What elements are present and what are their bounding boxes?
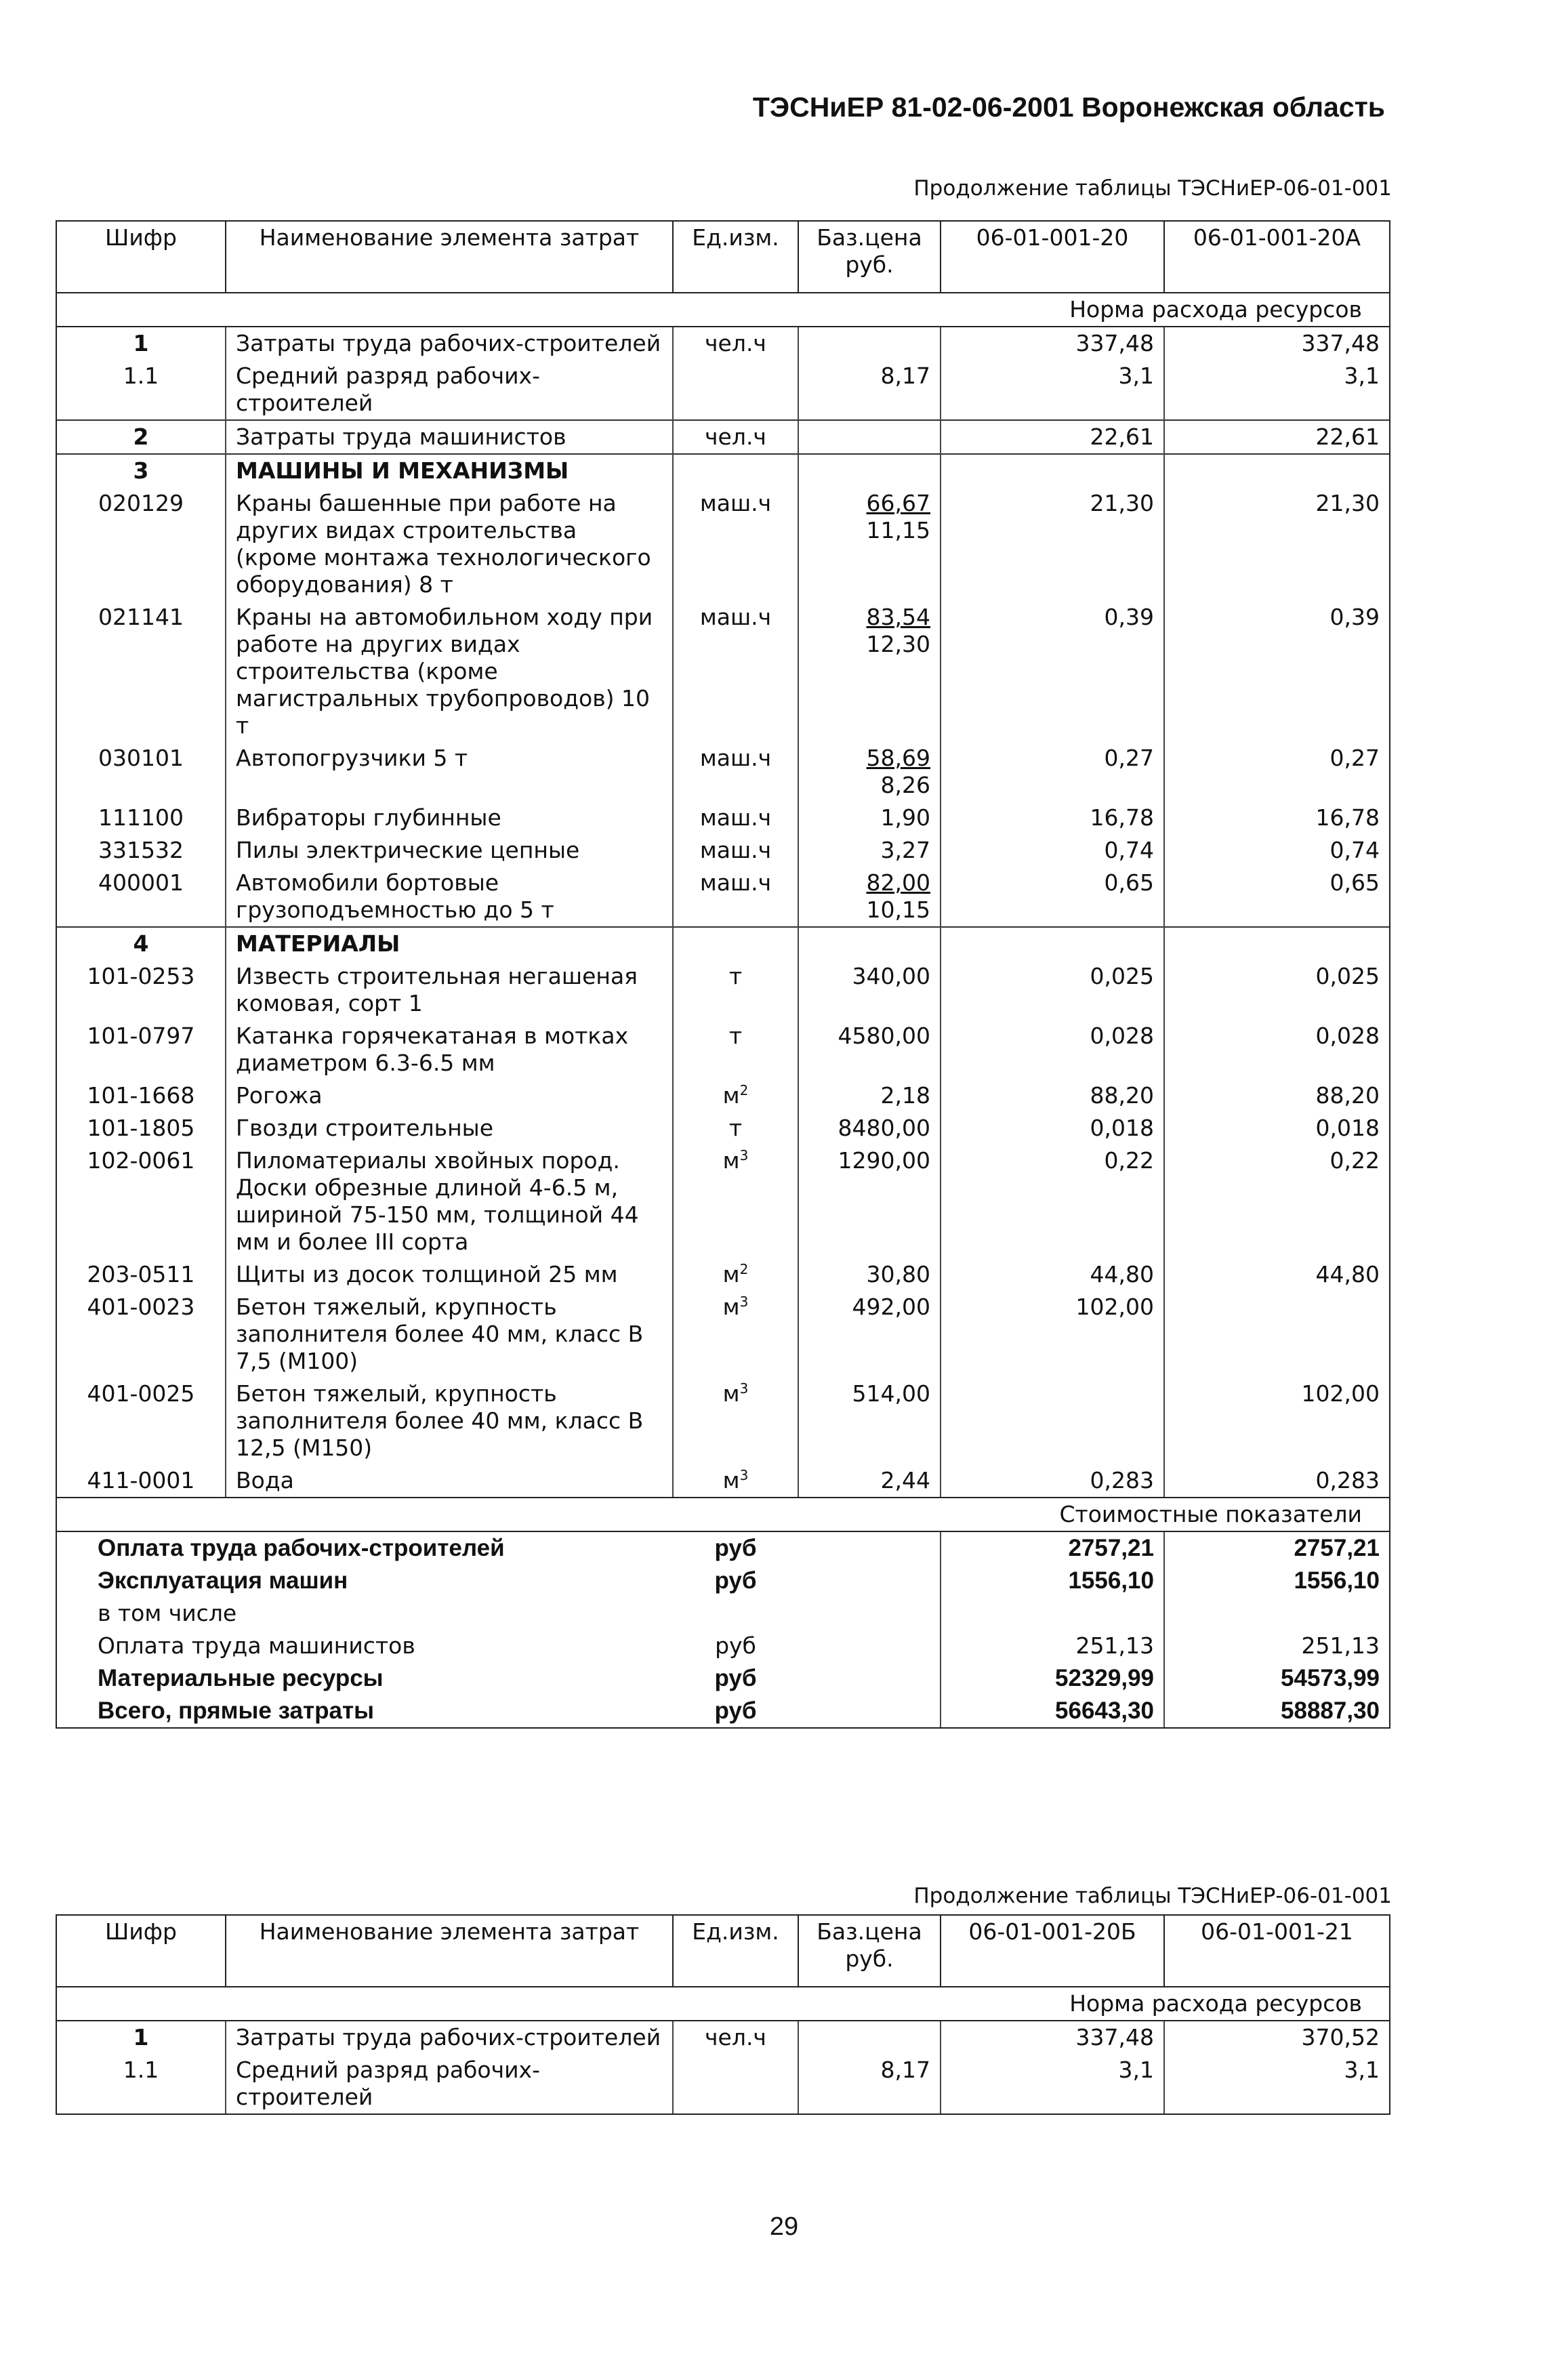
row-value-col1: 102,00 bbox=[941, 1291, 1164, 1378]
row-value-col2: 0,283 bbox=[1164, 1464, 1390, 1498]
row-unit bbox=[673, 1145, 798, 1258]
row-code: 101-1668 bbox=[56, 1079, 226, 1112]
row-unit: чел.ч bbox=[673, 420, 798, 454]
row-code: 102-0061 bbox=[56, 1145, 226, 1258]
cost-value-col2: 251,13 bbox=[1164, 1630, 1390, 1662]
table-row bbox=[56, 1464, 1390, 1498]
norm-label: Норма расхода ресурсов bbox=[56, 293, 1390, 327]
row-price: 3,27 bbox=[798, 834, 941, 867]
row-code: 2 bbox=[56, 420, 226, 454]
row-value-col2 bbox=[1164, 1291, 1390, 1378]
cost-row bbox=[56, 1531, 1390, 1565]
row-unit: чел.ч bbox=[673, 327, 798, 360]
table-row bbox=[56, 1079, 1390, 1112]
document-header: ТЭСНиЕР 81-02-06-2001 Воронежская область bbox=[752, 91, 1385, 123]
row-code: 1 bbox=[56, 2021, 226, 2054]
table-row bbox=[56, 927, 1390, 960]
row-unit bbox=[673, 454, 798, 487]
header-name: Наименование элемента затрат bbox=[226, 1915, 673, 1987]
row-value-col1: 3,1 bbox=[941, 360, 1164, 420]
row-value-col1 bbox=[941, 927, 1164, 960]
resource-table bbox=[56, 1914, 1390, 2115]
row-price: 1,90 bbox=[798, 802, 941, 834]
cost-unit bbox=[673, 1597, 798, 1630]
cost-header-row bbox=[56, 1498, 1390, 1531]
row-unit bbox=[673, 1258, 798, 1291]
row-code: 3 bbox=[56, 454, 226, 487]
cost-unit: руб bbox=[714, 1665, 757, 1691]
row-value-col1: 0,028 bbox=[941, 1020, 1164, 1079]
row-name: Бетон тяжелый, крупность заполнителя более 40 мм, класс В 7,5 (М100) bbox=[226, 1291, 673, 1378]
row-code: 1 bbox=[56, 327, 226, 360]
row-unit: маш.ч bbox=[673, 487, 798, 601]
row-price bbox=[798, 601, 941, 742]
norm-row bbox=[56, 293, 1390, 327]
row-value-col2: 370,52 bbox=[1164, 2021, 1390, 2054]
row-code: 331532 bbox=[56, 834, 226, 867]
row-value-col1: 0,22 bbox=[941, 1145, 1164, 1258]
cost-empty bbox=[798, 1531, 941, 1565]
row-price: 30,80 bbox=[798, 1258, 941, 1291]
table-row bbox=[56, 2054, 1390, 2114]
row-name: Рогожа bbox=[226, 1079, 673, 1112]
row-code: 021141 bbox=[56, 601, 226, 742]
row-unit bbox=[673, 1378, 798, 1464]
row-name: Пилы электрические цепные bbox=[226, 834, 673, 867]
row-price: 8480,00 bbox=[798, 1112, 941, 1145]
row-code: 101-0797 bbox=[56, 1020, 226, 1079]
table-header-row bbox=[56, 1915, 1390, 1987]
row-code: 111100 bbox=[56, 802, 226, 834]
row-value-col2: 0,22 bbox=[1164, 1145, 1390, 1258]
table-header-row bbox=[56, 221, 1390, 293]
cost-unit: руб bbox=[714, 1567, 757, 1594]
cost-value-col2: 2757,21 bbox=[1164, 1531, 1390, 1565]
row-value-col1 bbox=[941, 1378, 1164, 1464]
row-value-col1: 0,39 bbox=[941, 601, 1164, 742]
row-unit bbox=[673, 2054, 798, 2114]
row-name: Вибраторы глубинные bbox=[226, 802, 673, 834]
row-price bbox=[798, 420, 941, 454]
header-col2: 06-01-001-20А bbox=[1164, 221, 1390, 293]
row-name: Известь строительная негашеная комовая, сорт 1 bbox=[226, 960, 673, 1020]
norm-label: Норма расхода ресурсов bbox=[56, 1987, 1390, 2021]
unit-base: м bbox=[722, 1147, 740, 1174]
row-value-col2: 22,61 bbox=[1164, 420, 1390, 454]
table-caption: Продолжение таблицы ТЭСНиЕР-06-01-001 bbox=[913, 1884, 1392, 1908]
row-name: Бетон тяжелый, крупность заполнителя более 40 мм, класс В 12,5 (М150) bbox=[226, 1378, 673, 1464]
cost-empty bbox=[798, 1695, 941, 1728]
row-value-col2 bbox=[1164, 454, 1390, 487]
row-value-col1: 22,61 bbox=[941, 420, 1164, 454]
table-row bbox=[56, 1378, 1390, 1464]
row-value-col2 bbox=[1164, 927, 1390, 960]
header-unit: Ед.изм. bbox=[673, 221, 798, 293]
row-value-col1: 0,018 bbox=[941, 1112, 1164, 1145]
row-unit: т bbox=[673, 1112, 798, 1145]
table-row bbox=[56, 867, 1390, 927]
resource-table-body bbox=[56, 327, 1390, 1498]
row-price: 492,00 bbox=[798, 1291, 941, 1378]
cost-value-col1: 1556,10 bbox=[941, 1565, 1164, 1597]
price-base: 83,54 bbox=[866, 604, 930, 630]
row-name: Затраты труда рабочих-строителей bbox=[226, 327, 673, 360]
header-code: Шифр bbox=[56, 221, 226, 293]
row-value-col1 bbox=[941, 454, 1164, 487]
unit-exponent: 2 bbox=[739, 1082, 749, 1098]
row-value-col2: 3,1 bbox=[1164, 360, 1390, 420]
row-price bbox=[798, 327, 941, 360]
price-wage: 8,26 bbox=[880, 772, 930, 798]
row-code: 203-0511 bbox=[56, 1258, 226, 1291]
unit-base: м bbox=[722, 1380, 740, 1407]
price-base: 82,00 bbox=[866, 869, 930, 896]
row-price: 8,17 bbox=[798, 2054, 941, 2114]
header-col1: 06-01-001-20 bbox=[941, 221, 1164, 293]
table-row bbox=[56, 601, 1390, 742]
row-value-col2: 0,27 bbox=[1164, 742, 1390, 802]
header-name: Наименование элемента затрат bbox=[226, 221, 673, 293]
row-value-col2: 16,78 bbox=[1164, 802, 1390, 834]
row-value-col1: 0,74 bbox=[941, 834, 1164, 867]
unit-base: м bbox=[722, 1294, 740, 1320]
row-value-col1: 337,48 bbox=[941, 2021, 1164, 2054]
norm-row bbox=[56, 1987, 1390, 2021]
row-code: 020129 bbox=[56, 487, 226, 601]
row-unit bbox=[673, 927, 798, 960]
row-code: 030101 bbox=[56, 742, 226, 802]
price-wage: 11,15 bbox=[866, 517, 930, 543]
table-row bbox=[56, 960, 1390, 1020]
row-price bbox=[798, 454, 941, 487]
cost-value-col1: 52329,99 bbox=[941, 1662, 1164, 1695]
table-row bbox=[56, 1145, 1390, 1258]
price-wage: 10,15 bbox=[866, 896, 930, 923]
cost-value-col1: 251,13 bbox=[941, 1630, 1164, 1662]
row-price: 4580,00 bbox=[798, 1020, 941, 1079]
cost-unit: руб bbox=[714, 1535, 757, 1561]
row-value-col1: 0,283 bbox=[941, 1464, 1164, 1498]
row-unit: чел.ч bbox=[673, 2021, 798, 2054]
cost-value-col2: 54573,99 bbox=[1164, 1662, 1390, 1695]
header-price: Баз.цена руб. bbox=[798, 1915, 941, 1987]
row-unit bbox=[673, 1079, 798, 1112]
row-value-col2: 0,025 bbox=[1164, 960, 1390, 1020]
row-code: 1.1 bbox=[56, 360, 226, 420]
row-price bbox=[798, 2021, 941, 2054]
row-value-col1: 88,20 bbox=[941, 1079, 1164, 1112]
unit-base: м bbox=[722, 1261, 740, 1287]
row-name: Катанка горячекатаная в мотках диаметром 6.3-6.5 мм bbox=[226, 1020, 673, 1079]
header-col1: 06-01-001-20Б bbox=[941, 1915, 1164, 1987]
unit-exponent: 3 bbox=[739, 1380, 749, 1397]
row-value-col2: 44,80 bbox=[1164, 1258, 1390, 1291]
price-wage: 12,30 bbox=[866, 631, 930, 657]
row-name: Затраты труда машинистов bbox=[226, 420, 673, 454]
cost-empty bbox=[798, 1662, 941, 1695]
cost-value-col2 bbox=[1164, 1597, 1390, 1630]
cost-label: Всего, прямые затраты bbox=[56, 1695, 673, 1728]
unit-base: м bbox=[722, 1082, 740, 1109]
row-price: 1290,00 bbox=[798, 1145, 941, 1258]
row-value-col2: 0,74 bbox=[1164, 834, 1390, 867]
row-price bbox=[798, 867, 941, 927]
row-value-col1: 16,78 bbox=[941, 802, 1164, 834]
row-price bbox=[798, 487, 941, 601]
row-value-col1: 3,1 bbox=[941, 2054, 1164, 2114]
row-code: 401-0025 bbox=[56, 1378, 226, 1464]
cost-row bbox=[56, 1662, 1390, 1695]
unit-base: м bbox=[722, 1467, 740, 1493]
cost-label: Стоимостные показатели bbox=[56, 1498, 1390, 1531]
row-value-col1: 44,80 bbox=[941, 1258, 1164, 1291]
price-base: 66,67 bbox=[866, 490, 930, 516]
row-unit bbox=[673, 360, 798, 420]
row-name: Краны на автомобильном ходу при работе на других видах строительства (кроме магистральных трубопроводов) 10 т bbox=[226, 601, 673, 742]
row-value-col2: 21,30 bbox=[1164, 487, 1390, 601]
cost-label: Материальные ресурсы bbox=[56, 1662, 673, 1695]
cost-value-col2: 58887,30 bbox=[1164, 1695, 1390, 1728]
cost-row bbox=[56, 1695, 1390, 1728]
row-price: 2,44 bbox=[798, 1464, 941, 1498]
row-unit: маш.ч bbox=[673, 742, 798, 802]
row-unit: маш.ч bbox=[673, 601, 798, 742]
row-name: Затраты труда рабочих-строителей bbox=[226, 2021, 673, 2054]
row-price: 514,00 bbox=[798, 1378, 941, 1464]
resource-table bbox=[56, 220, 1390, 1729]
row-unit: маш.ч bbox=[673, 867, 798, 927]
cost-value-col2: 1556,10 bbox=[1164, 1565, 1390, 1597]
header-code: Шифр bbox=[56, 1915, 226, 1987]
row-price bbox=[798, 927, 941, 960]
unit-exponent: 2 bbox=[739, 1261, 749, 1277]
row-value-col1: 21,30 bbox=[941, 487, 1164, 601]
cost-empty bbox=[798, 1630, 941, 1662]
row-unit: т bbox=[673, 960, 798, 1020]
table-row bbox=[56, 834, 1390, 867]
row-code: 1.1 bbox=[56, 2054, 226, 2114]
cost-row bbox=[56, 1597, 1390, 1630]
row-unit bbox=[673, 1291, 798, 1378]
unit-exponent: 3 bbox=[739, 1147, 749, 1163]
cost-value-col1: 56643,30 bbox=[941, 1695, 1164, 1728]
table-row bbox=[56, 1112, 1390, 1145]
cost-row bbox=[56, 1630, 1390, 1662]
row-value-col1: 337,48 bbox=[941, 327, 1164, 360]
resource-table-body bbox=[56, 2021, 1390, 2114]
row-price bbox=[798, 742, 941, 802]
unit-exponent: 3 bbox=[739, 1467, 749, 1483]
price-base: 58,69 bbox=[866, 745, 930, 771]
cost-unit: руб bbox=[715, 1632, 756, 1659]
row-code: 401-0023 bbox=[56, 1291, 226, 1378]
row-code: 4 bbox=[56, 927, 226, 960]
row-name: Краны башенные при работе на других видах строительства (кроме монтажа технологического оборудования) 8 т bbox=[226, 487, 673, 601]
row-value-col2: 88,20 bbox=[1164, 1079, 1390, 1112]
row-name: Пиломатериалы хвойных пород. Доски обрезные длиной 4-6.5 м, шириной 75-150 мм, толщиной 44 мм и более III сорта bbox=[226, 1145, 673, 1258]
row-price: 340,00 bbox=[798, 960, 941, 1020]
table-row bbox=[56, 327, 1390, 360]
cost-empty bbox=[798, 1565, 941, 1597]
cost-unit: руб bbox=[673, 1695, 798, 1728]
row-name: Средний разряд рабочих-строителей bbox=[226, 2054, 673, 2114]
cost-label: Оплата труда машинистов bbox=[56, 1630, 673, 1662]
header-price: Баз.цена руб. bbox=[798, 221, 941, 293]
row-value-col2: 102,00 bbox=[1164, 1378, 1390, 1464]
cost-empty bbox=[798, 1597, 941, 1630]
table-row bbox=[56, 487, 1390, 601]
cost-row bbox=[56, 1565, 1390, 1597]
row-code: 101-0253 bbox=[56, 960, 226, 1020]
cost-value-col1: 2757,21 bbox=[941, 1531, 1164, 1565]
row-unit bbox=[673, 1464, 798, 1498]
row-name: Вода bbox=[226, 1464, 673, 1498]
cost-value-col1 bbox=[941, 1597, 1164, 1630]
table-row bbox=[56, 1258, 1390, 1291]
row-name: Автомобили бортовые грузоподъемностью до 5 т bbox=[226, 867, 673, 927]
row-code: 400001 bbox=[56, 867, 226, 927]
table-row bbox=[56, 1020, 1390, 1079]
unit-exponent: 3 bbox=[739, 1294, 749, 1310]
row-name: Средний разряд рабочих-строителей bbox=[226, 360, 673, 420]
row-name: МАШИНЫ И МЕХАНИЗМЫ bbox=[226, 454, 673, 487]
row-value-col2: 337,48 bbox=[1164, 327, 1390, 360]
row-name: МАТЕРИАЛЫ bbox=[226, 927, 673, 960]
row-unit: маш.ч bbox=[673, 802, 798, 834]
cost-label: Оплата труда рабочих-строителей bbox=[56, 1531, 673, 1565]
row-unit: маш.ч bbox=[673, 834, 798, 867]
cost-table-body bbox=[56, 1531, 1390, 1728]
row-value-col2: 3,1 bbox=[1164, 2054, 1390, 2114]
row-price: 8,17 bbox=[798, 360, 941, 420]
row-price: 2,18 bbox=[798, 1079, 941, 1112]
table-row bbox=[56, 2021, 1390, 2054]
header-col2: 06-01-001-21 bbox=[1164, 1915, 1390, 1987]
row-name: Щиты из досок толщиной 25 мм bbox=[226, 1258, 673, 1291]
row-value-col2: 0,028 bbox=[1164, 1020, 1390, 1079]
row-name: Автопогрузчики 5 т bbox=[226, 742, 673, 802]
row-code: 101-1805 bbox=[56, 1112, 226, 1145]
table-row bbox=[56, 454, 1390, 487]
table-row bbox=[56, 1291, 1390, 1378]
header-unit: Ед.изм. bbox=[673, 1915, 798, 1987]
table-row bbox=[56, 420, 1390, 454]
row-unit: т bbox=[673, 1020, 798, 1079]
row-value-col2: 0,65 bbox=[1164, 867, 1390, 927]
page-number: 29 bbox=[769, 2212, 799, 2241]
table-row bbox=[56, 742, 1390, 802]
cost-label: в том числе bbox=[56, 1597, 673, 1630]
row-value-col2: 0,018 bbox=[1164, 1112, 1390, 1145]
row-value-col1: 0,025 bbox=[941, 960, 1164, 1020]
row-value-col2: 0,39 bbox=[1164, 601, 1390, 742]
row-value-col1: 0,27 bbox=[941, 742, 1164, 802]
row-name: Гвозди строительные bbox=[226, 1112, 673, 1145]
table-row bbox=[56, 360, 1390, 420]
row-code: 411-0001 bbox=[56, 1464, 226, 1498]
row-value-col1: 0,65 bbox=[941, 867, 1164, 927]
table-caption: Продолжение таблицы ТЭСНиЕР-06-01-001 bbox=[913, 176, 1392, 201]
cost-label: Эксплуатация машин bbox=[56, 1565, 673, 1597]
table-row bbox=[56, 802, 1390, 834]
